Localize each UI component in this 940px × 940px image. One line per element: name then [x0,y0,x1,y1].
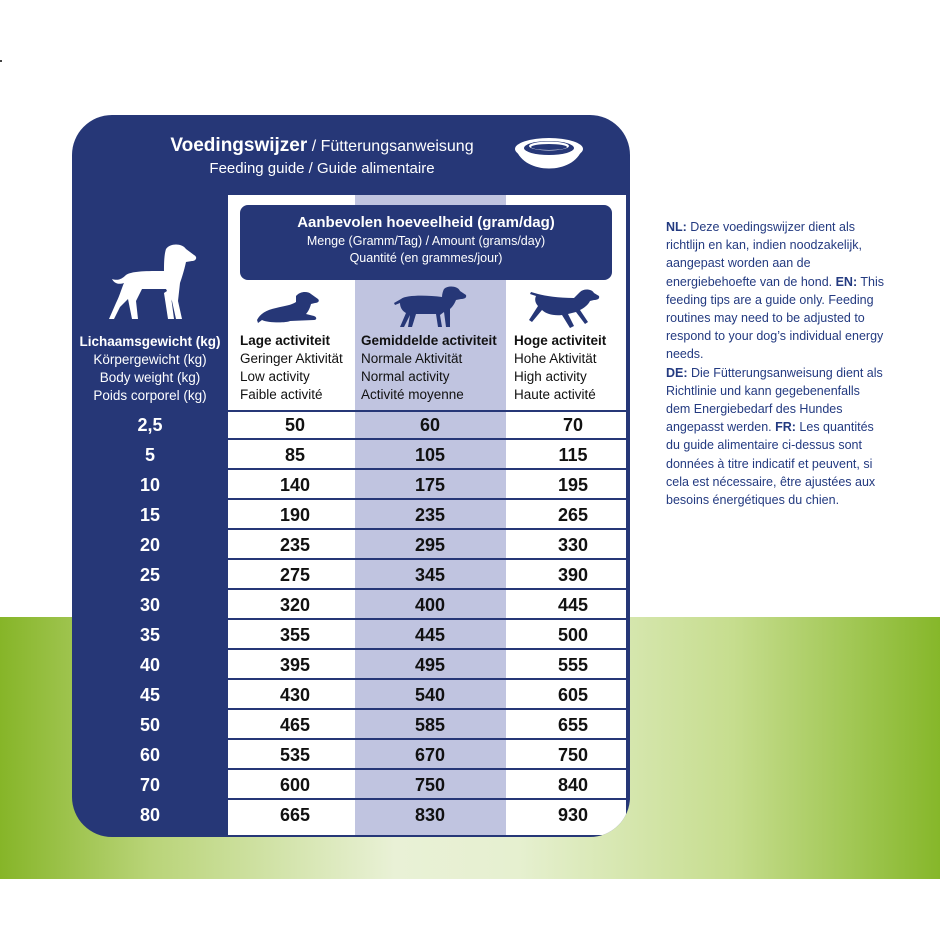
feeding-guide-panel [72,115,630,837]
dog-bowl-icon [510,129,588,181]
activity-normal-en: Normal activity [361,369,450,384]
note-en-text: This feeding tips are a guide only. Feeding routines may need to be adjusted to respond to your dog’s individual energy needs. [666,274,884,362]
table-row [72,440,630,470]
note-fr-label: FR: [775,420,796,435]
high-cell: 115 [558,445,588,465]
activity-high [514,332,606,404]
weight-cell: 20 [139,535,161,555]
mid-cell: 60 [419,415,441,435]
high-cell: 555 [557,655,589,675]
high-cell: 500 [557,625,589,645]
weight-cell: 45 [139,685,161,705]
title-bold: Voedingswijzer [170,135,308,156]
weight-cell: 25 [139,565,161,585]
low-cell: 50 [284,415,306,435]
activity-low-de: Geringer Aktivität [240,351,343,366]
high-cell: 195 [557,475,589,495]
mid-cell: 445 [414,625,446,645]
guide-subtitle: Feeding guide / Guide alimentaire [209,160,435,177]
high-cell: 70 [562,415,584,435]
table-row [72,770,630,800]
note-fr-text: Les quantités du guide alimentaire ci-dessus sont données à titre indicatif et peuvent, si cela est nécessaire, être ajustées aux besoins énergétiques du chien. [666,420,876,508]
weight-cell: 70 [139,775,161,795]
high-cell: 930 [557,805,589,825]
mid-cell: 750 [414,775,446,795]
low-cell: 395 [279,655,311,675]
activity-low-en: Low activity [240,369,310,384]
low-cell: 665 [279,805,311,825]
high-cell: 330 [557,535,589,555]
table-row [72,530,630,560]
standing-dog-icon [106,241,204,323]
table-row [72,410,630,440]
table-row [72,740,630,770]
mid-cell: 235 [414,505,446,525]
mid-cell: 345 [414,565,446,585]
weight-header-de: Körpergewicht (kg) [93,352,207,367]
weight-header-fr: Poids corporel (kg) [93,388,207,403]
table-row [72,500,630,530]
table-row [72,470,630,500]
low-cell: 600 [279,775,311,795]
weight-cell: 15 [139,505,161,525]
weight-cell: 10 [139,475,161,495]
mid-cell: 105 [414,445,446,465]
table-row [72,800,630,830]
note-de-text: Die Fütterungsanweisung dient als Richtlinie und kann gegebenenfalls dem Energiebedarf des Hundes angepasst werden. [666,365,883,435]
weight-cell: 40 [139,655,161,675]
high-cell: 445 [557,595,589,615]
low-cell: 320 [279,595,311,615]
mid-cell: 670 [414,745,446,765]
table-row [72,710,630,740]
activity-normal-fr: Activité moyenne [361,387,464,402]
low-cell: 140 [279,475,311,495]
weight-header [72,333,228,405]
walking-dog-icon [394,285,468,329]
high-cell: 840 [557,775,589,795]
low-cell: 430 [279,685,311,705]
note-nl-text: Deze voedingswijzer dient als richtlijn en kan, indien noodzakelijk, aangepast worden aan de energiebehoefte van de hond. [666,220,862,289]
high-cell: 265 [557,505,589,525]
note-de-label: DE: [666,365,688,380]
amount-line1: Menge (Gramm/Tag) / Amount (grams/day) [306,234,546,248]
title-rest: / Fütterungsanweisung [307,138,474,155]
mid-cell: 175 [414,475,446,495]
activity-high-en: High activity [514,369,587,384]
weight-cell: 30 [139,595,161,615]
lying-dog-icon [256,290,322,326]
running-dog-icon [528,288,600,330]
note-nl-label: NL: [666,220,687,234]
mid-cell: 400 [414,595,446,615]
high-cell: 390 [557,565,589,585]
weight-header-nl: Lichaamsgewicht (kg) [79,334,221,349]
amount-header [240,205,612,280]
feeding-notes [666,218,886,509]
activity-normal-nl: Gemiddelde activiteit [361,333,497,348]
low-cell: 535 [279,745,311,765]
weight-cell: 35 [139,625,161,645]
mid-cell: 830 [414,805,446,825]
high-cell: 605 [557,685,589,705]
weight-header-en: Body weight (kg) [99,370,201,385]
table-row [72,650,630,680]
table-row [72,560,630,590]
note-en-label: EN: [835,274,858,289]
stray-mark [0,60,2,62]
low-cell: 235 [279,535,311,555]
activity-high-de: Hohe Aktivität [514,351,597,366]
weight-cell: 2,5 [137,415,163,435]
low-cell: 465 [279,715,311,735]
activity-low [240,332,343,404]
high-cell: 750 [557,745,589,765]
amount-title: Aanbevolen hoeveelheid (gram/dag) [297,214,555,231]
low-cell: 85 [284,445,306,465]
activity-low-fr: Faible activité [240,387,323,402]
activity-low-nl: Lage activiteit [240,333,331,348]
mid-cell: 295 [414,535,446,555]
weight-cell: 50 [139,715,161,735]
guide-title [162,135,482,177]
activity-normal-de: Normale Aktivität [361,351,463,366]
low-cell: 190 [279,505,311,525]
weight-cell: 5 [144,445,155,465]
low-cell: 275 [279,565,311,585]
activity-high-fr: Haute activité [514,387,596,402]
low-cell: 355 [279,625,311,645]
weight-cell: 60 [139,745,161,765]
table-row [72,680,630,710]
activity-normal [361,332,497,404]
mid-cell: 540 [414,685,446,705]
mid-cell: 585 [414,715,446,735]
table-row [72,620,630,650]
mid-cell: 495 [414,655,446,675]
activity-high-nl: Hoge activiteit [514,333,607,348]
amount-line2: Quantité (en grammes/jour) [349,251,503,265]
table-row [72,590,630,620]
high-cell: 655 [557,715,589,735]
weight-cell: 80 [139,805,161,825]
